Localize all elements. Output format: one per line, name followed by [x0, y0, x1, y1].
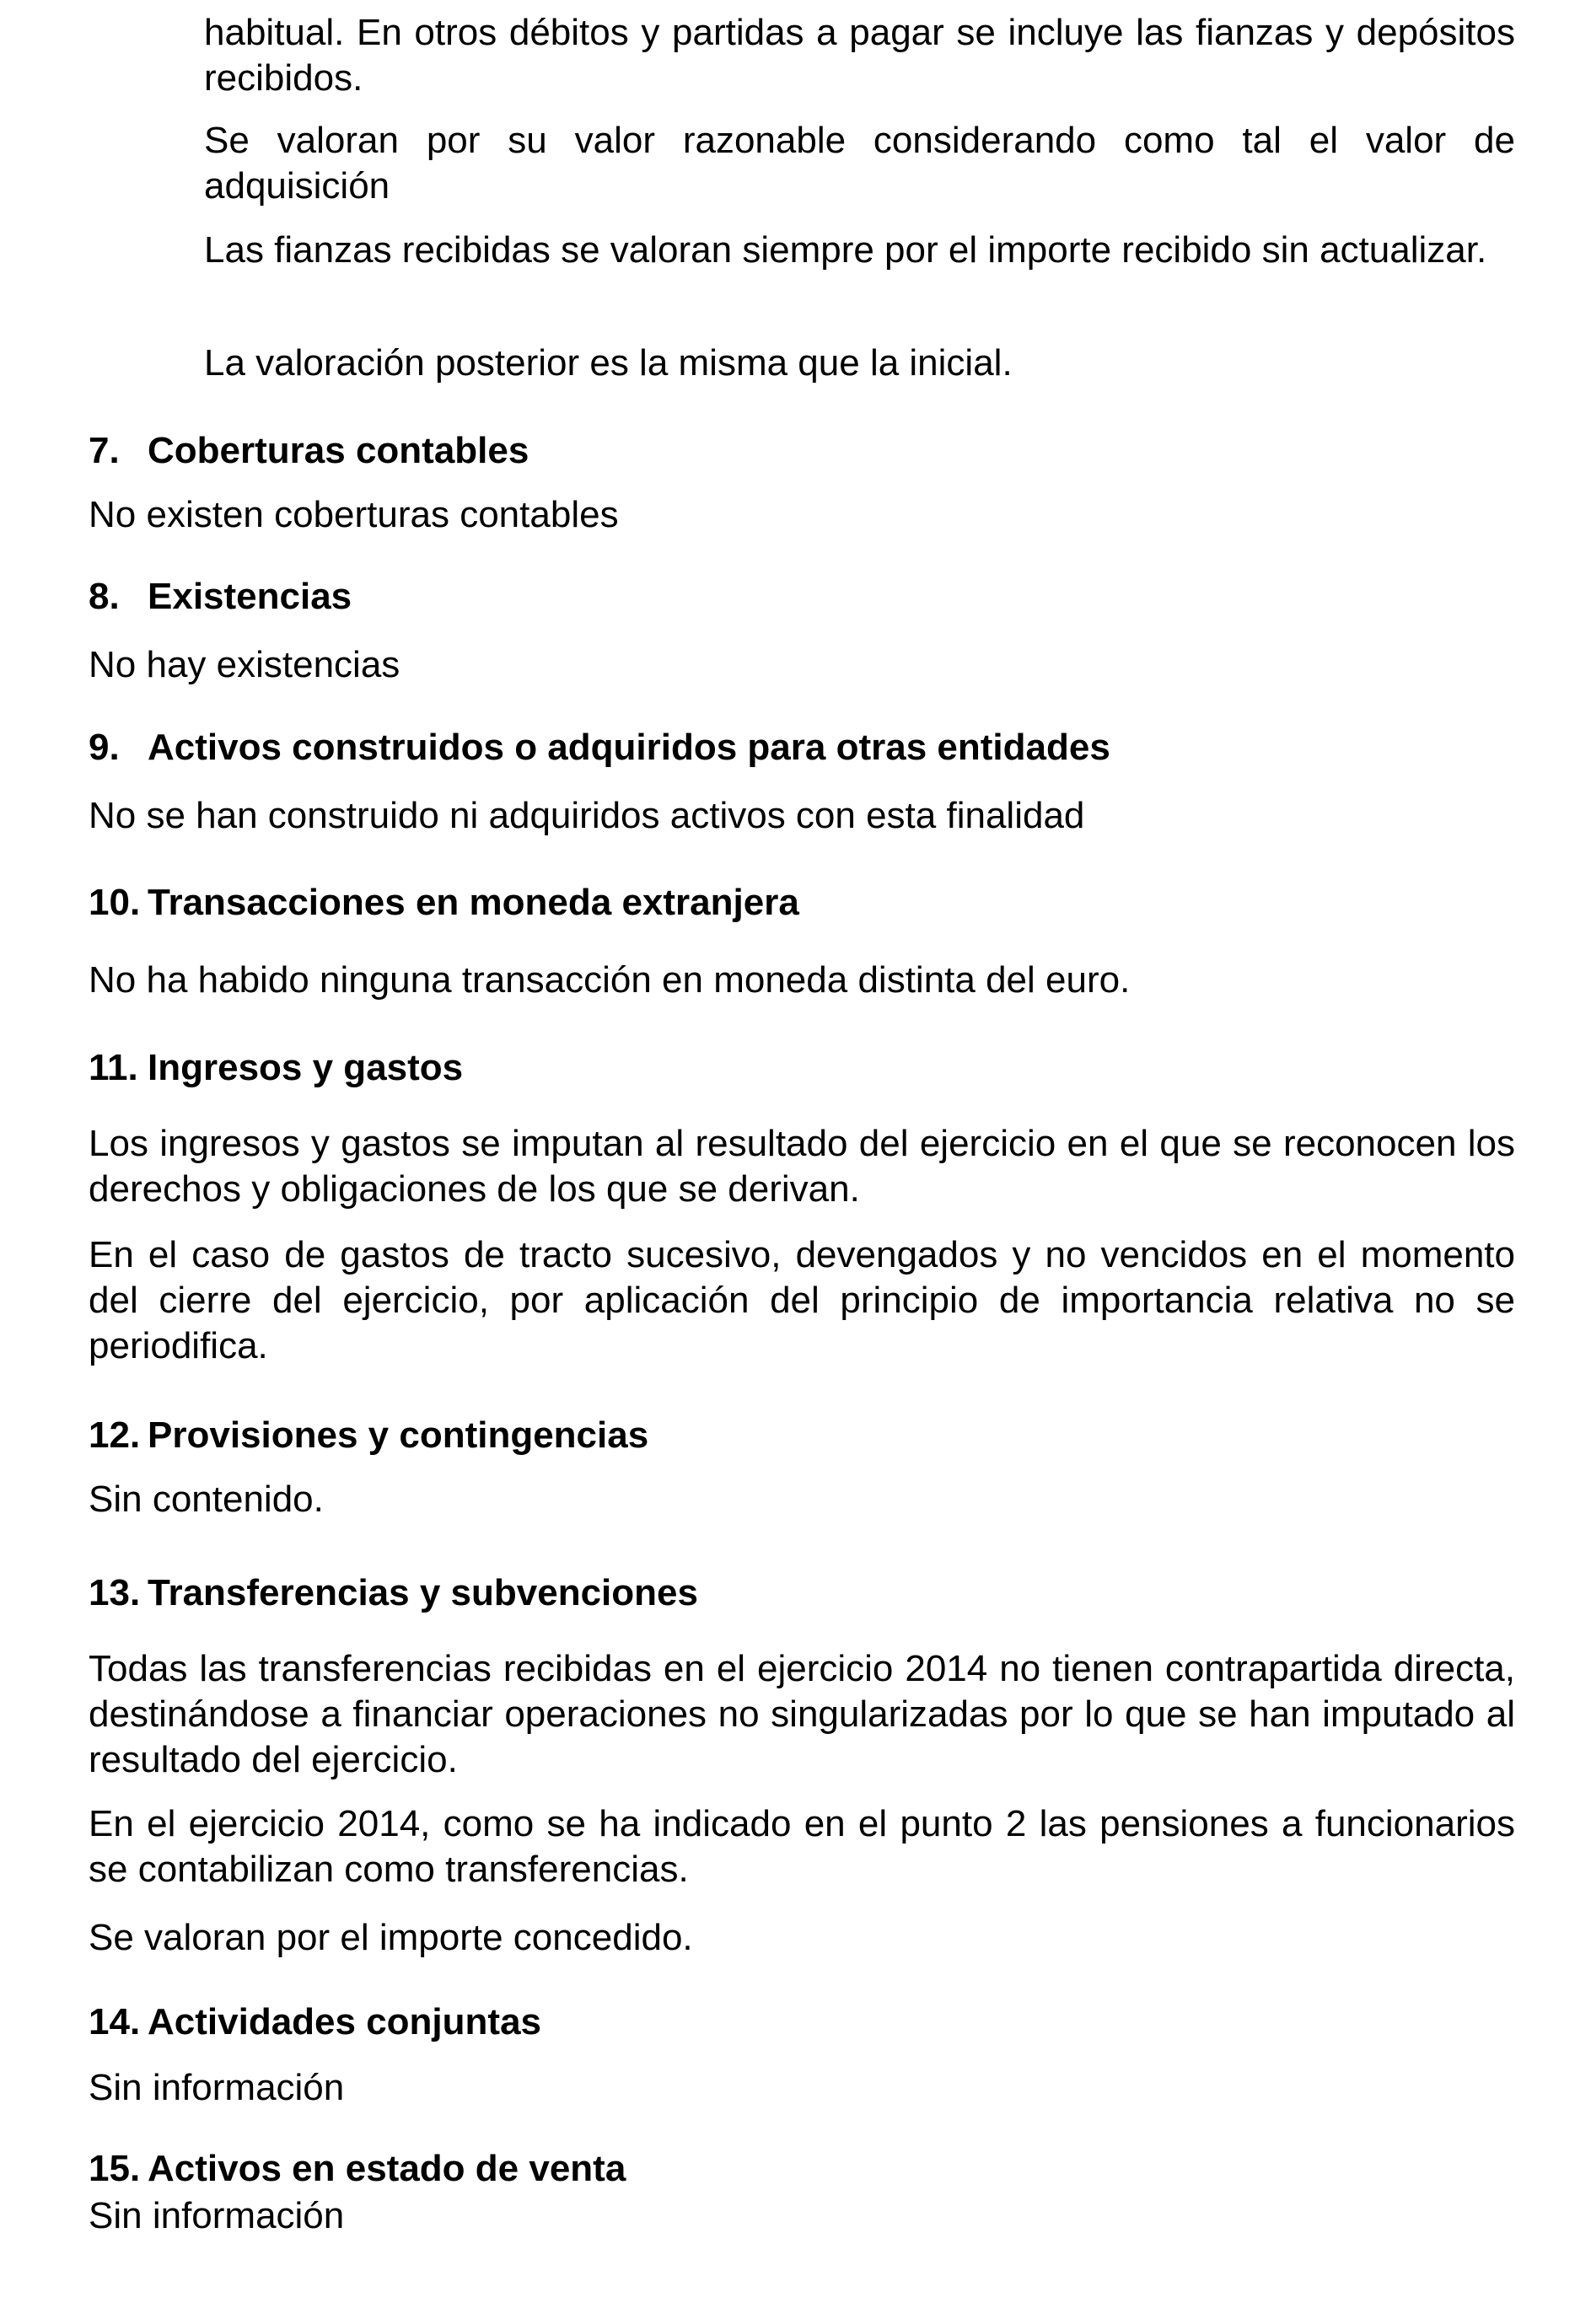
- section-7-paragraph-1: No existen coberturas contables: [89, 494, 619, 535]
- section-title: Ingresos y gastos: [148, 1047, 464, 1088]
- section-title: Activos en estado de venta: [148, 2148, 626, 2189]
- section-13-paragraph-3: Se valoran por el importe concedido.: [89, 1917, 693, 1958]
- section-number: 8.: [89, 576, 120, 617]
- section-13-paragraph-1: Todas las transferencias recibidas en el ejercicio 2014 no tienen contrapartida directa, destinándose a financiar operaciones no singularizadas por lo que se han imputado al resultado del ejercicio.: [89, 1648, 1515, 1780]
- section-heading-13: [89, 1570, 698, 1616]
- section-title: Transacciones en moneda extranjera: [148, 882, 799, 923]
- section-13-paragraph-2: En el ejercicio 2014, como se ha indicado en el punto 2 las pensiones a funcionarios se contabilizan como transferencias.: [89, 1803, 1515, 1890]
- section-number: 9.: [89, 727, 120, 768]
- section-heading-11: [89, 1045, 463, 1091]
- intro-paragraph-1: habitual. En otros débitos y partidas a pagar se incluye las fianzas y depósitos recibidos.: [204, 12, 1515, 99]
- section-number: 13.: [89, 1572, 141, 1613]
- section-title: Existencias: [148, 576, 352, 617]
- section-title: Coberturas contables: [148, 430, 529, 471]
- section-12-paragraph-1: Sin contenido.: [89, 1479, 324, 1520]
- section-heading-10: [89, 880, 799, 926]
- section-number: 7.: [89, 430, 120, 471]
- section-11-paragraph-1: Los ingresos y gastos se imputan al resultado del ejercicio en el que se reconocen los derechos y obligaciones de los que se derivan.: [89, 1123, 1515, 1210]
- section-14-paragraph-1: Sin información: [89, 2067, 345, 2108]
- section-heading-14: [89, 1999, 541, 2045]
- section-title: Activos construidos o adquiridos para otras entidades: [148, 727, 1110, 768]
- intro-paragraph-2: Se valoran por su valor razonable considerando como tal el valor de adquisición: [204, 120, 1515, 207]
- intro-paragraph-3: Las fianzas recibidas se valoran siempre por el importe recibido sin actualizar.: [204, 229, 1487, 271]
- section-heading-9: [89, 725, 1110, 770]
- section-number: 15.: [89, 2148, 141, 2189]
- section-8-paragraph-1: No hay existencias: [89, 644, 400, 685]
- section-11-paragraph-2: En el caso de gastos de tracto sucesivo, devengados y no vencidos en el momento del cierre del ejercicio, por aplicación del principio de importancia relativa no se periodifica.: [89, 1234, 1515, 1366]
- section-number: 14.: [89, 2001, 141, 2042]
- section-number: 11.: [89, 1047, 138, 1088]
- section-number: 10.: [89, 882, 141, 923]
- section-heading-7: [89, 428, 529, 474]
- section-15-paragraph-1: Sin información: [89, 2195, 345, 2236]
- section-heading-8: [89, 574, 352, 620]
- section-9-paragraph-1: No se han construido ni adquiridos activos con esta finalidad: [89, 795, 1085, 836]
- section-title: Transferencias y subvenciones: [148, 1572, 698, 1613]
- section-10-paragraph-1: No ha habido ninguna transacción en moneda distinta del euro.: [89, 959, 1131, 1001]
- section-title: Provisiones y contingencias: [148, 1414, 649, 1456]
- section-title: Actividades conjuntas: [148, 2001, 542, 2042]
- intro-paragraph-4: La valoración posterior es la misma que la inicial.: [204, 342, 1013, 384]
- section-heading-15: [89, 2146, 626, 2192]
- section-number: 12.: [89, 1414, 141, 1456]
- section-heading-12: [89, 1413, 648, 1458]
